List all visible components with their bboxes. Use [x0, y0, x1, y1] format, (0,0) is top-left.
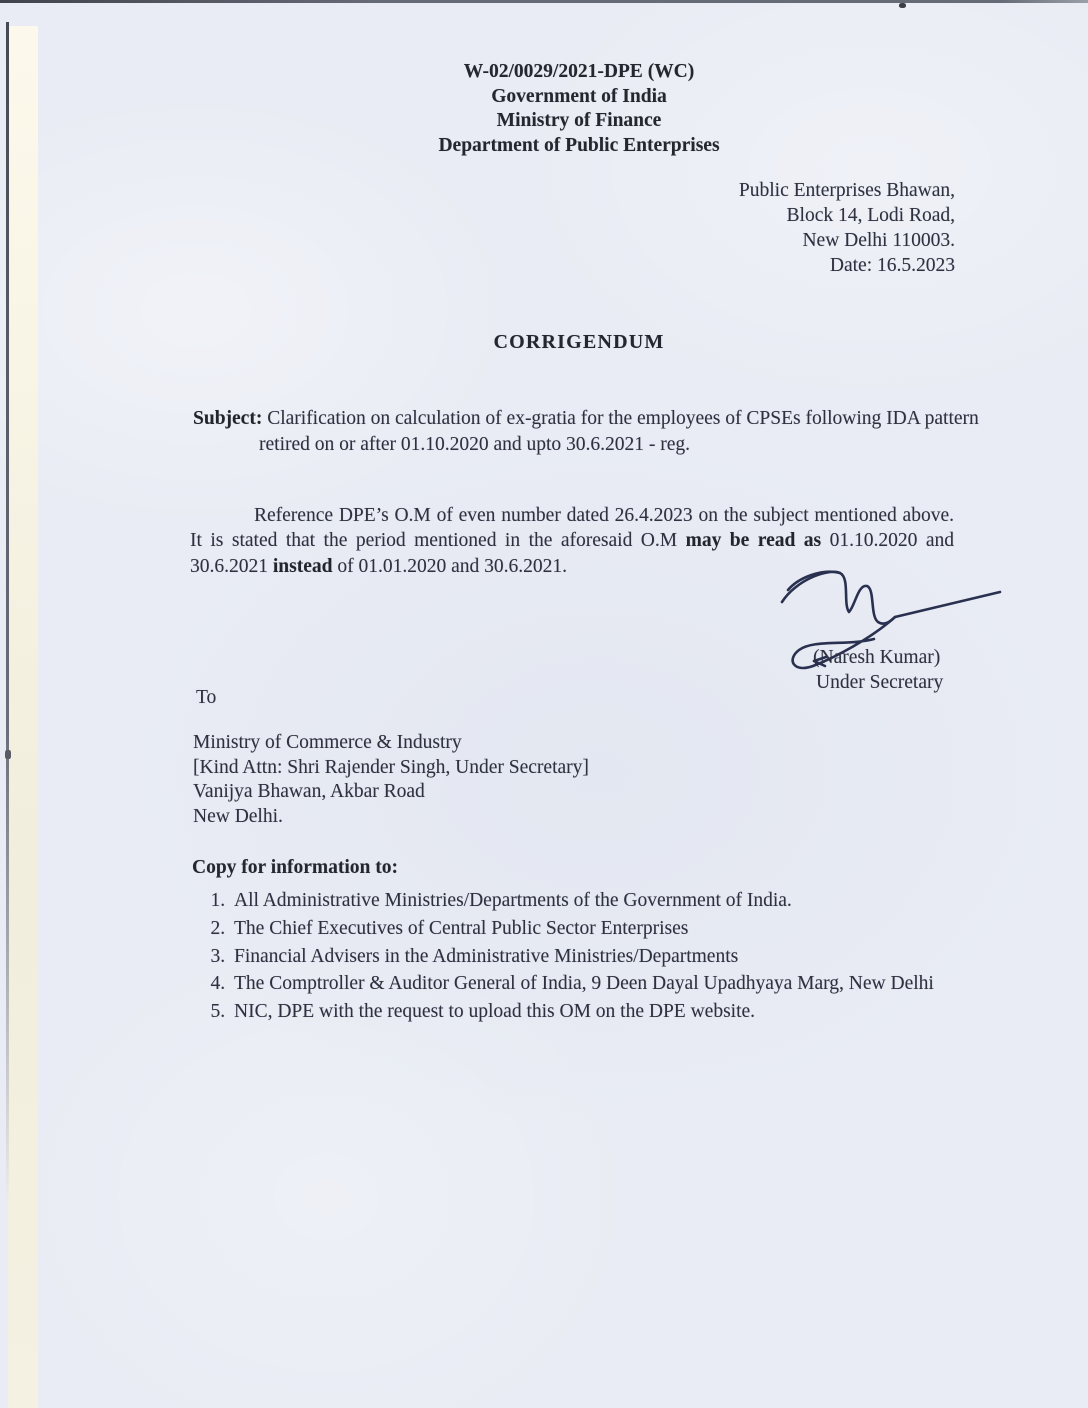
recipient-address-block [193, 731, 589, 830]
scan-left-paper-strip [8, 26, 38, 1408]
list-item: 2. The Chief Executives of Central Public Sector Enterprises [230, 916, 945, 942]
subject-paragraph [193, 406, 1034, 458]
scan-speck [5, 750, 11, 759]
office-address-block [739, 178, 955, 278]
scan-speck [899, 3, 906, 8]
list-item: 1. All Administrative Ministries/Departments of the Government of India. [230, 888, 945, 914]
body-text-bold: may be read as [685, 530, 822, 552]
list-item: 4. The Comptroller & Auditor General of India, 9 Deen Dayal Upadhyaya Marg, New Delhi [230, 971, 945, 997]
department-line: Department of Public Enterprises [438, 134, 720, 156]
scan-left-edge-line [6, 22, 9, 1202]
copy-section-heading: Copy for information to: [192, 857, 398, 878]
body-text: of 01.01.2020 and 30.6.2021. [332, 555, 568, 577]
address-line: Block 14, Lodi Road, [786, 205, 955, 226]
letterhead [70, 60, 1088, 158]
body-text: 01.10.2020 and 30.6.2021 [190, 530, 954, 577]
org-line: Government of India [491, 85, 667, 107]
list-item: 3. Financial Advisers in the Administrative Ministries/Departments [230, 944, 945, 970]
subject-text: Clarification on calculation of ex-gratia for the employees of CPSEs following IDA pattern retired on or after 01.10.2020 and upto 30.6.2021 - reg. [259, 408, 979, 455]
salutation: To [196, 687, 217, 708]
recipient-line: [Kind Attn: Shri Rajender Singh, Under Secretary] [193, 756, 589, 778]
date-line: Date: 16.5.2023 [829, 255, 955, 276]
recipient-line: Ministry of Commerce & Industry [193, 732, 462, 753]
reference-number: W-02/0029/2021-DPE (WC) [463, 61, 695, 82]
scan-top-edge [0, 0, 1088, 3]
body-text: Reference DPE’s O.M of even number dated 26.4.2023 on the subject mentioned above. It is stated that the period mentioned in the aforesaid O.M [190, 505, 954, 552]
recipient-line: New Delhi. [193, 806, 283, 828]
copy-distribution-list [200, 888, 945, 1027]
ministry-line: Ministry of Finance [496, 110, 662, 132]
signatory-name: (Naresh Kumar) [813, 647, 941, 668]
address-line: New Delhi 110003. [802, 230, 955, 251]
body-text-bold: instead [272, 555, 333, 577]
signatory-designation: Under Secretary [816, 672, 944, 693]
recipient-line: Vanijya Bhawan, Akbar Road [193, 781, 425, 803]
document-title: CORRIGENDUM [493, 331, 665, 353]
address-line: Public Enterprises Bhawan, [738, 180, 955, 201]
subject-label: Subject: [193, 408, 263, 429]
list-item: 5. NIC, DPE with the request to upload this OM on the DPE website. [230, 999, 945, 1025]
